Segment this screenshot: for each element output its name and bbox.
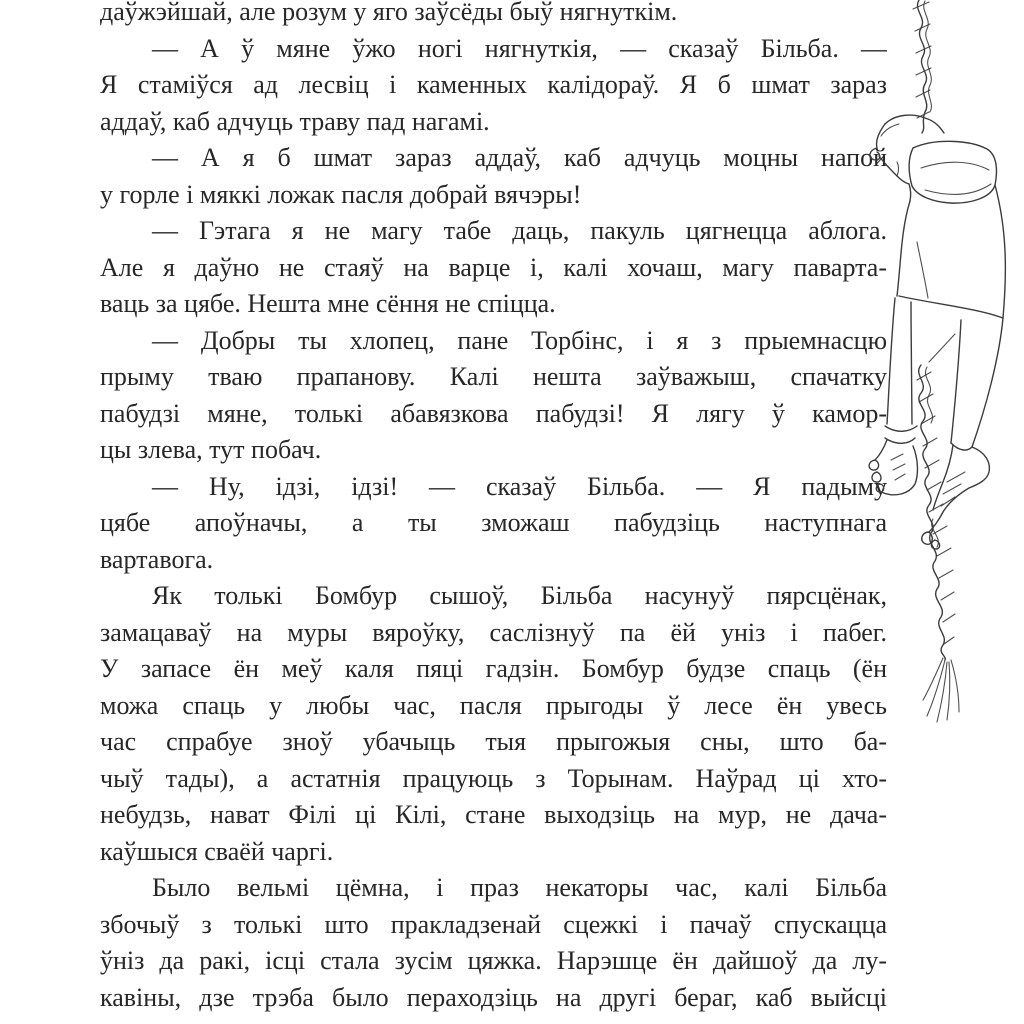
text-line: час спрабуе зноў убачыць тыя прыгожыя сны, што ба-: [100, 727, 887, 756]
text-line: — А ў мяне ўжо ногі нягнуткія, — сказаў Більба. —: [152, 33, 887, 63]
text-line: аддаў, каб адчуць траву пад нагамі.: [100, 106, 490, 136]
text-line: можа спаць у любы час, пасля прыгоды ў лесе ён увесь: [100, 690, 887, 720]
rope-lower: [917, 365, 955, 660]
text-line: — Ну, ідзі, ідзі! — сказаў Більба. — Я падыму: [152, 471, 887, 501]
text-line: даўжэйшай, але розум у яго заўсёды быў нягнуткім.: [100, 0, 678, 26]
text-line: Як толькі Бомбур сышоў, Більба насунуў пярсцёнак,: [152, 581, 887, 610]
body-text: [100, 0, 887, 1016]
text-line: Але я даўно не стаяў на варце і, калі хочаш, магу паварта-: [100, 252, 887, 282]
rope-climb-sketch-image: [855, 0, 1024, 730]
text-line: Я стаміўся ад лесвіц і каменных калідораў. Я б шмат зараз: [100, 70, 887, 99]
rope-climb-illustration: [855, 0, 1024, 730]
text-line: цы злева, тут побач.: [100, 435, 322, 464]
text-line: цябе апоўначы, а ты зможаш пабудзіць наступнага: [100, 508, 887, 537]
text-line: кавіны, дзе трэба было пераходзіць на другі бераг, каб выйсці: [100, 982, 887, 1012]
text-line: — А я б шмат зараз аддаў, каб адчуць моцны напой: [152, 143, 887, 172]
text-line: чыў тады), а астатнія працуюць з Торынам. Наўрад ці хто-: [100, 763, 887, 793]
text-line: У запасе ён меў каля пяці гадзін. Бомбур будзе спаць (ён: [100, 654, 887, 683]
text-line: небудзь, нават Філі ці Кілі, стане выходзіць на мур, не дача-: [100, 800, 887, 829]
rope-upper: [913, 0, 931, 133]
text-line: каўшыся сваёй чаргі.: [100, 836, 334, 866]
text-line: вартавога.: [100, 544, 214, 574]
text-line: замацаваў на муры вяроўку, саслізнуў па ёй уніз і пабег.: [100, 617, 887, 647]
text-line: — Добры ты хлопец, пане Торбінс, і я з прыемнасцю: [152, 325, 887, 355]
text-line: пабудзі мяне, толькі абавязкова пабудзі! Я лягу ў камор-: [100, 398, 887, 428]
text-line: у горле і мяккі ложак пасля добрай вячэры!: [100, 179, 582, 209]
text-line: прыму тваю прапанову. Калі нешта заўважыш, спачатку: [100, 362, 887, 391]
text-line: — Гэтага я не магу табе даць, пакуль цягнецца аблога.: [152, 216, 887, 245]
text-line: Было вельмі цёмна, і праз некаторы час, калі Більба: [152, 873, 887, 902]
text-line: ўніз да ракі, ісці стала зусім цяжка. Нарэшце ён дайшоў да лу-: [100, 946, 887, 975]
rope-frayed-end: [923, 658, 959, 722]
text-line: ваць за цябе. Нешта мне сёння не спіцца.: [100, 289, 556, 318]
text-line: збочыў з толькі што пракладзенай сцежкі і пачаў спускацца: [100, 909, 887, 939]
